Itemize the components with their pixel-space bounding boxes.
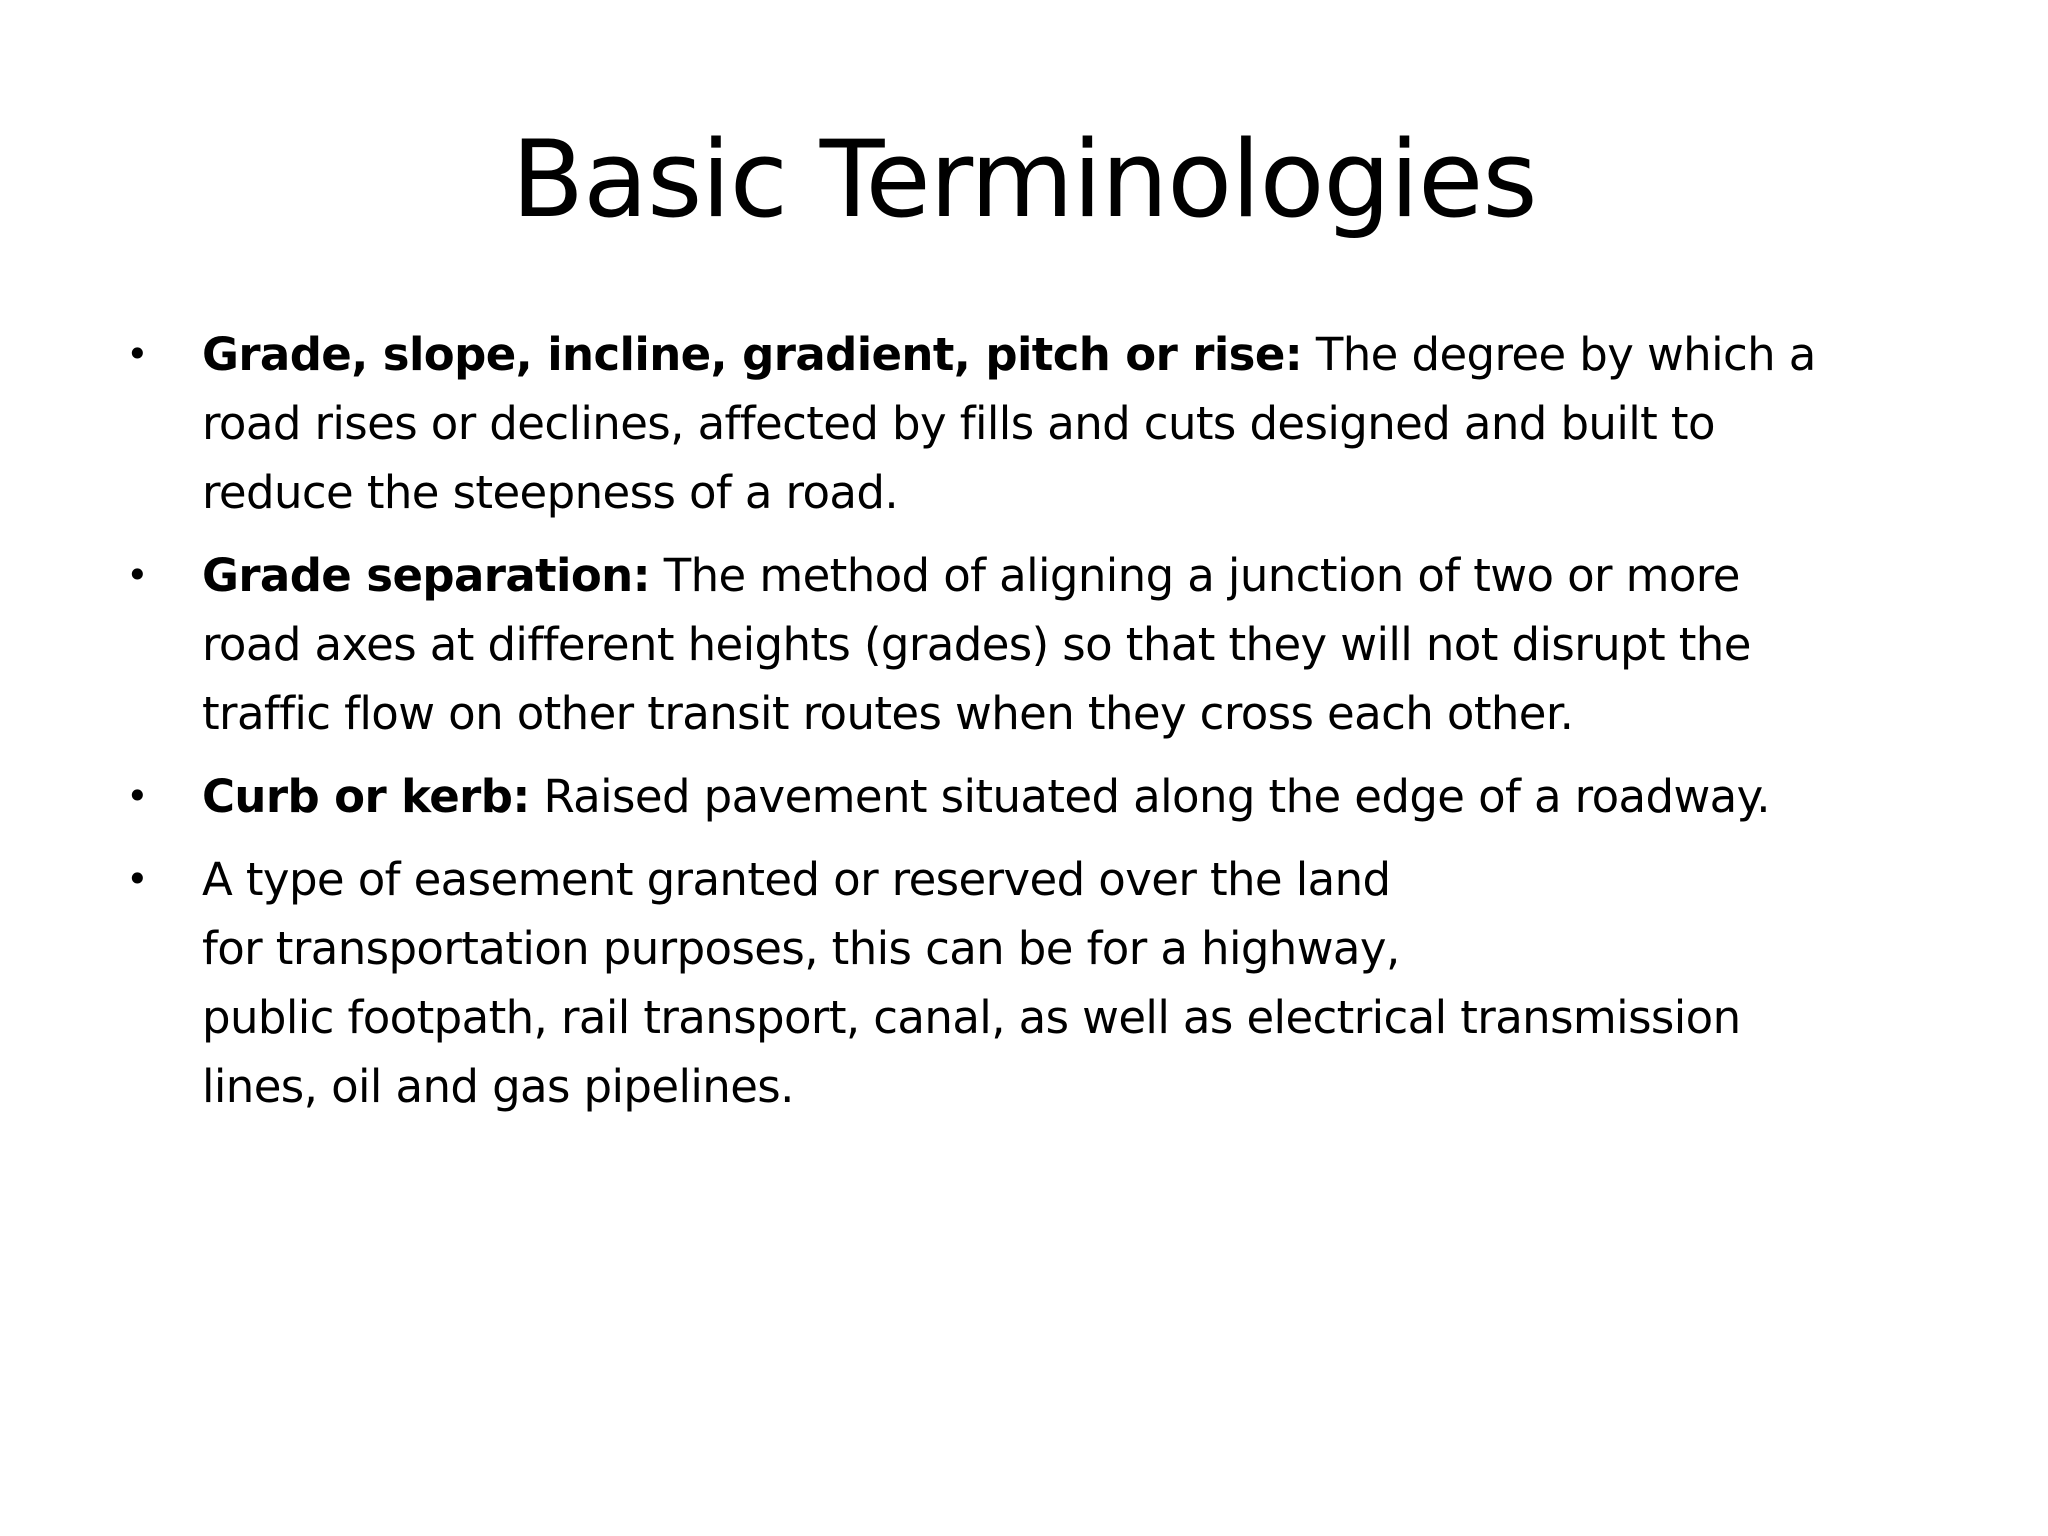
bullet-text: The method of aligning a junction of two or more bbox=[650, 549, 1740, 602]
bullet-icon: • bbox=[126, 553, 148, 597]
bullet-text: The degree by which a bbox=[1302, 328, 1816, 381]
bullet-line bbox=[202, 541, 1952, 610]
bullet-line: A type of easement granted or reserved over the land bbox=[202, 853, 1391, 906]
bullet-list bbox=[122, 320, 1952, 1135]
bullet-line: lines, oil and gas pipelines. bbox=[202, 1060, 794, 1113]
bullet-icon: • bbox=[126, 774, 148, 818]
bullet-line: traffic flow on other transit routes when they cross each other. bbox=[202, 687, 1574, 740]
bullet-line: public footpath, rail transport, canal, as well as electrical transmission bbox=[202, 991, 1741, 1044]
bullet-term: Curb or kerb: bbox=[202, 770, 530, 823]
bullet-term: Grade separation: bbox=[202, 549, 651, 602]
bullet-icon: • bbox=[126, 857, 148, 901]
bullet-item-curb bbox=[122, 762, 1952, 831]
slide-title: Basic Terminologies bbox=[511, 118, 1537, 241]
bullet-line bbox=[202, 320, 1952, 389]
bullet-icon: • bbox=[126, 332, 148, 376]
bullet-line: for transportation purposes, this can be for a highway, bbox=[202, 922, 1400, 975]
bullet-text: Raised pavement situated along the edge of a roadway. bbox=[529, 770, 1770, 823]
bullet-item-easement bbox=[122, 845, 1952, 1121]
bullet-line: road axes at different heights (grades) so that they will not disrupt the bbox=[202, 618, 1751, 671]
bullet-line: road rises or declines, affected by fills and cuts designed and built to bbox=[202, 397, 1715, 450]
bullet-item-grade-separation bbox=[122, 541, 1952, 748]
bullet-line: reduce the steepness of a road. bbox=[202, 466, 899, 519]
bullet-item-grade bbox=[122, 320, 1952, 527]
bullet-term: Grade, slope, incline, gradient, pitch or rise: bbox=[202, 328, 1303, 381]
bullet-line bbox=[202, 762, 1952, 831]
